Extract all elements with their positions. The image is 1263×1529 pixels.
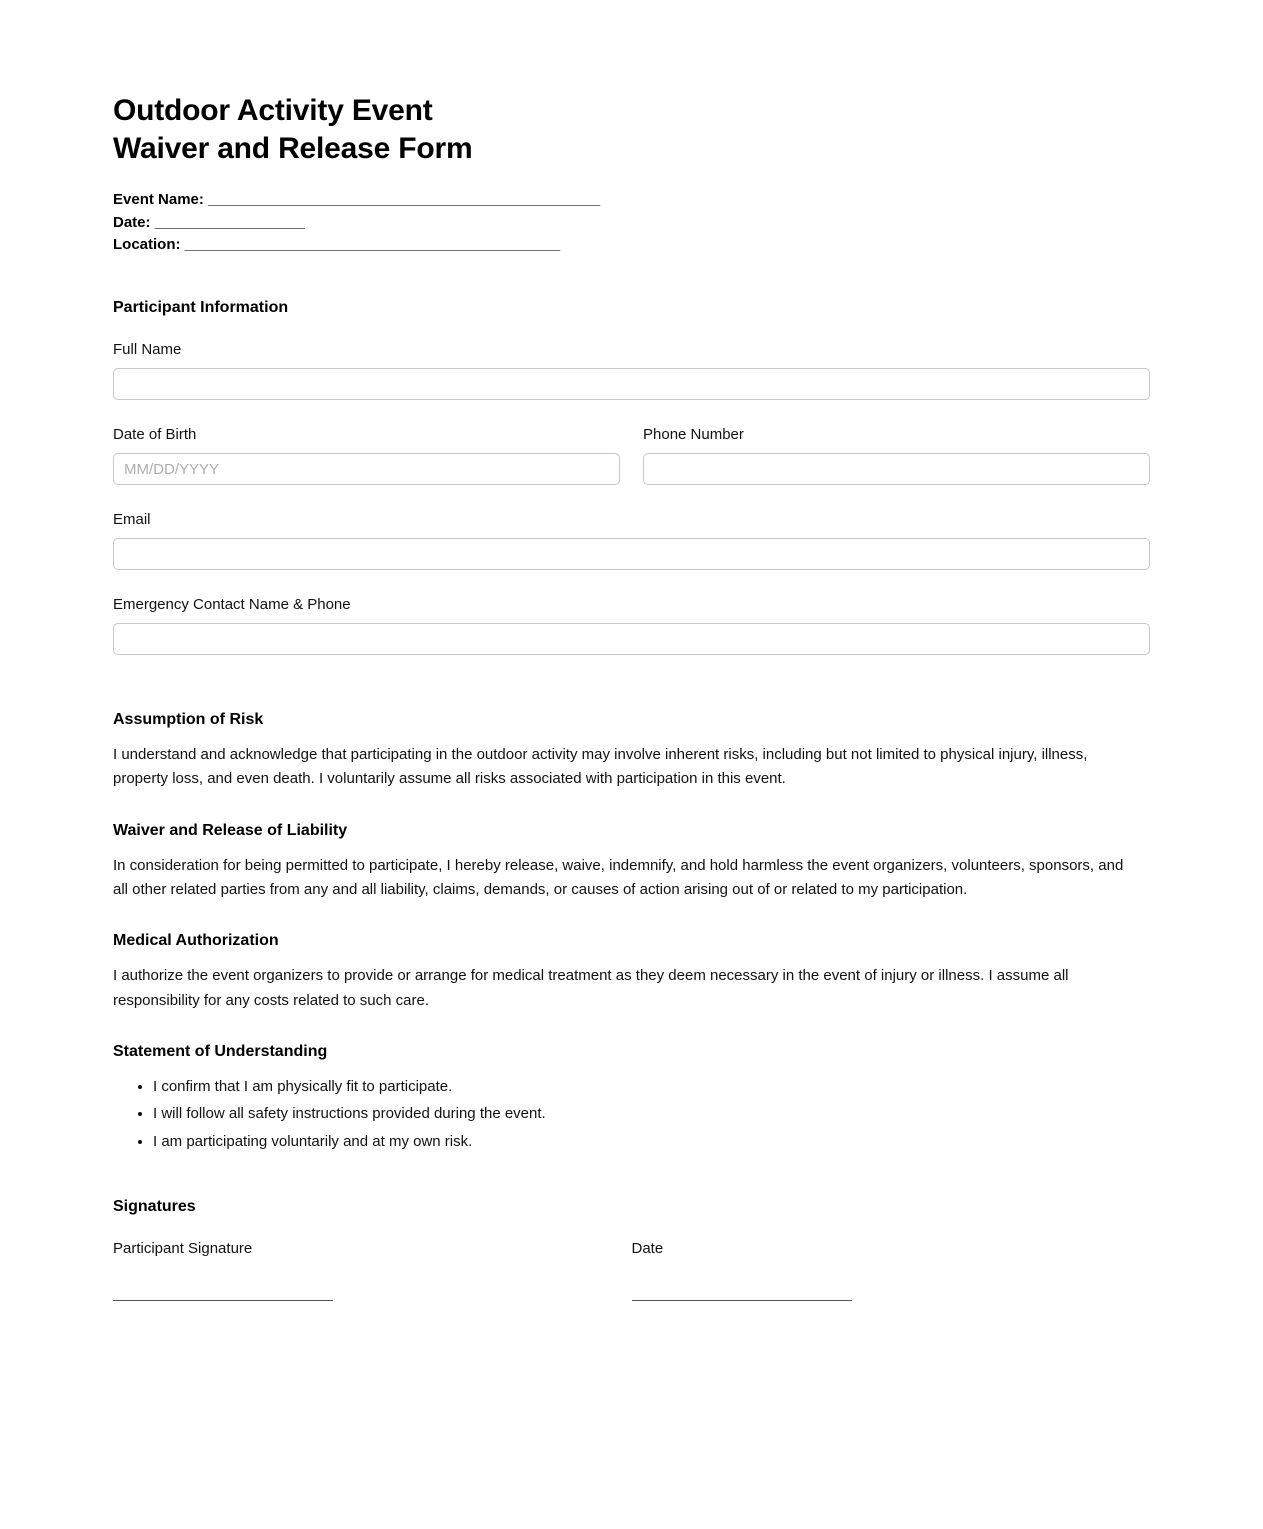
statement-of-understanding-heading: Statement of Understanding xyxy=(113,1042,328,1060)
signature-date-line[interactable] xyxy=(632,1300,852,1301)
waiver-release-section xyxy=(113,822,1150,903)
header-blank-fields xyxy=(113,189,1150,257)
list-item: • I will follow all safety instructions provided during the event. xyxy=(153,1102,1150,1126)
date-field xyxy=(113,212,1150,235)
event-name-label: Event Name: xyxy=(113,190,204,208)
full-name-field-block xyxy=(113,339,1150,400)
emergency-contact-label: Emergency Contact Name & Phone xyxy=(113,596,351,614)
signatures-section xyxy=(113,1198,1150,1301)
full-name-input[interactable] xyxy=(113,368,1150,400)
participant-signature-column xyxy=(113,1238,632,1301)
participant-signature-line[interactable] xyxy=(113,1300,333,1301)
signature-date-label: Date xyxy=(631,1239,664,1257)
phone-number-label: Phone Number xyxy=(643,426,744,444)
email-input[interactable] xyxy=(113,538,1150,570)
location-field xyxy=(113,234,1150,257)
page-title-line-1: Outdoor Activity Event xyxy=(113,94,433,127)
medical-authorization-heading: Medical Authorization xyxy=(113,932,279,950)
list-item: • I confirm that I am physically fit to participate. xyxy=(153,1075,1150,1099)
assumption-of-risk-body: I understand and acknowledge that participating in the outdoor activity may involve inherent risks, including but not limited to physical injury, illness, property loss, and even death. I voluntarily assume all risks associated with participation in this event. xyxy=(113,746,1088,788)
date-label: Date: xyxy=(113,213,151,231)
event-name-blank-line[interactable]: _______________________________________________ xyxy=(208,190,601,208)
email-field-block xyxy=(113,509,1150,570)
event-name-field xyxy=(113,189,1150,212)
date-blank-line[interactable]: __________________ xyxy=(154,213,305,231)
date-of-birth-column xyxy=(113,424,620,485)
date-of-birth-input[interactable] xyxy=(113,453,620,485)
emergency-contact-input[interactable] xyxy=(113,623,1150,655)
participant-signature-label: Participant Signature xyxy=(113,1239,253,1257)
page-title-line-2: Waiver and Release Form xyxy=(113,132,473,166)
date-of-birth-field-block xyxy=(113,424,620,485)
phone-number-field-block xyxy=(643,424,1150,485)
statement-of-understanding-section xyxy=(113,1043,1150,1154)
phone-number-column xyxy=(643,424,1150,485)
assumption-of-risk-heading: Assumption of Risk xyxy=(113,711,264,729)
medical-authorization-section xyxy=(113,932,1150,1013)
date-of-birth-label: Date of Birth xyxy=(113,426,197,444)
participant-information-section xyxy=(113,299,1150,655)
medical-authorization-body: I authorize the event organizers to provide or arrange for medical treatment as they deem necessary in the event of injury or illness. I assume all responsibility for any costs related to such care. xyxy=(113,967,1069,1009)
signatures-heading: Signatures xyxy=(113,1197,196,1215)
full-name-label: Full Name xyxy=(113,341,182,359)
dob-phone-row xyxy=(113,424,1150,485)
signature-row xyxy=(113,1238,1150,1301)
phone-number-input[interactable] xyxy=(643,453,1150,485)
signature-date-column xyxy=(632,1238,1151,1301)
participant-information-heading: Participant Information xyxy=(113,299,289,317)
location-blank-line[interactable]: _____________________________________________ xyxy=(184,236,561,254)
email-label: Email xyxy=(113,511,151,529)
statement-of-understanding-list xyxy=(113,1075,1150,1154)
location-label: Location: xyxy=(113,236,181,254)
list-item: • I am participating voluntarily and at my own risk. xyxy=(153,1130,1150,1154)
waiver-release-body: In consideration for being permitted to participate, I hereby release, waive, indemnify, and hold harmless the event organizers, volunteers, sponsors, and all other related parties from any and all liability, claims, demands, or causes of action arising out of or related to my participation. xyxy=(113,856,1124,899)
emergency-contact-field-block xyxy=(113,594,1150,655)
assumption-of-risk-section xyxy=(113,711,1150,792)
page-title xyxy=(113,92,1150,169)
waiver-release-heading: Waiver and Release of Liability xyxy=(113,821,348,839)
